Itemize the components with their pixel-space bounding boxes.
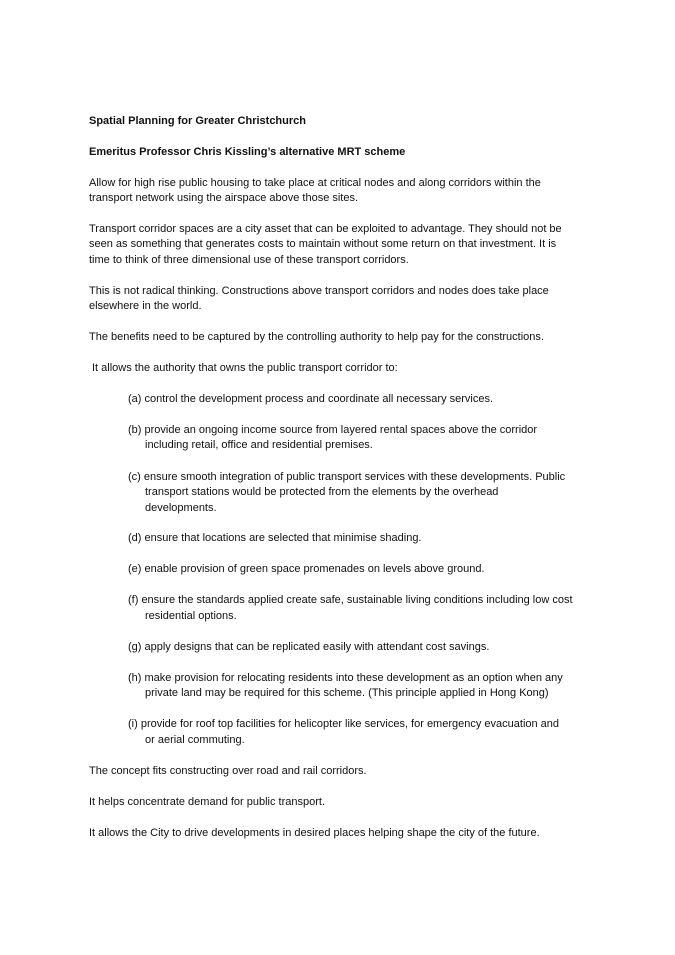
list-item-c: (c) ensure smooth integration of public transport services with these developments. Public [128,471,566,483]
paragraph-2-line-3: time to think of three dimensional use of these transport corridors. [89,254,409,266]
list-item-e: (e) enable provision of green space promenades on levels above ground. [128,563,485,575]
paragraph-4: The benefits need to be captured by the controlling authority to help pay for the constructions. [89,331,544,343]
list-item-g: (g) apply designs that can be replicated easily with attendant cost savings. [128,641,490,653]
document-subtitle: Emeritus Professor Chris Kissling’s alternative MRT scheme [89,146,406,158]
paragraph-2-line-1: Transport corridor spaces are a city asset that can be exploited to advantage. They should not be [89,223,562,235]
list-item-i: (i) provide for roof top facilities for helicopter like services, for emergency evacuation and [128,718,560,730]
paragraph-3-line-2: elsewhere in the world. [89,300,202,312]
list-item-h-continued: private land may be required for this scheme. (This principle applied in Hong Kong) [145,687,549,699]
list-item-b-continued: including retail, office and residential premises. [145,439,373,451]
paragraph-3-line-1: This is not radical thinking. Constructions above transport corridors and nodes does take place [89,285,549,297]
closing-line-1: The concept fits constructing over road and rail corridors. [89,765,367,777]
paragraph-1-line-2: transport network using the airspace above those sites. [89,192,359,204]
list-item-i-continued: or aerial commuting. [145,734,245,746]
list-item-a: (a) control the development process and coordinate all necessary services. [128,393,494,405]
list-item-c-continued: developments. [145,502,217,514]
list-item-b: (b) provide an ongoing income source from layered rental spaces above the corridor [128,424,538,436]
list-item-c-continued: transport stations would be protected from the elements by the overhead [145,486,499,498]
paragraph-2-line-2: seen as something that generates costs to maintain without some return on that investment. It is [89,238,557,250]
list-item-f: (f) ensure the standards applied create safe, sustainable living conditions including low cost [128,594,573,606]
paragraph-1-line-1: Allow for high rise public housing to take place at critical nodes and along corridors within the [89,177,541,189]
list-intro: It allows the authority that owns the public transport corridor to: [92,362,398,374]
list-item-f-continued: residential options. [145,610,237,622]
closing-line-3: It allows the City to drive developments in desired places helping shape the city of the future. [89,827,540,839]
list-item-d: (d) ensure that locations are selected that minimise shading. [128,532,422,544]
closing-line-2: It helps concentrate demand for public transport. [89,796,326,808]
list-item-h: (h) make provision for relocating residents into these development as an option when any [128,672,563,684]
document-title: Spatial Planning for Greater Christchurch [89,115,306,127]
